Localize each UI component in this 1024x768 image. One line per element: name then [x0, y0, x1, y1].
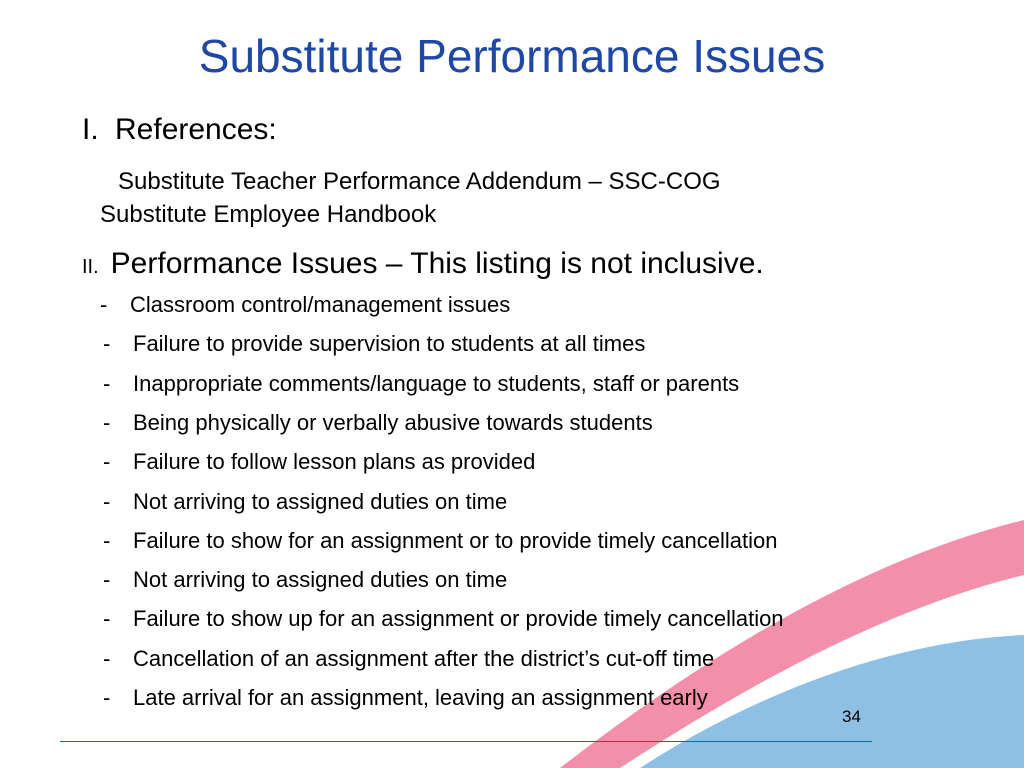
- list-item: [103, 606, 784, 632]
- section-2-title: Performance Issues – This listing is not inclusive.: [110, 247, 764, 280]
- reference-line: Substitute Teacher Performance Addendum – SSC-COG: [118, 168, 721, 195]
- reference-line: Substitute Employee Handbook: [100, 201, 437, 228]
- bullet-dash: -: [100, 292, 108, 317]
- bullet-dash: -: [103, 606, 111, 631]
- list-item: [103, 449, 535, 475]
- list-item-text: Failure to show up for an assignment or provide timely cancellation: [133, 606, 784, 631]
- bullet-dash: -: [103, 489, 111, 514]
- bullet-dash: -: [103, 331, 111, 356]
- list-item-text: Failure to follow lesson plans as provided: [133, 449, 536, 474]
- list-item: [103, 331, 645, 357]
- list-item-text: Failure to show for an assignment or to provide timely cancellation: [133, 528, 778, 553]
- bullet-dash: -: [103, 410, 111, 435]
- list-item: [103, 489, 507, 515]
- list-item: [103, 528, 777, 554]
- list-item-text: Late arrival for an assignment, leaving an assignment early: [133, 685, 708, 710]
- page-number: 34: [842, 707, 861, 726]
- list-item-text: Being physically or verbally abusive towards students: [133, 410, 653, 435]
- section-1-title: References:: [115, 113, 277, 146]
- section-1-heading: [82, 112, 277, 148]
- bullet-dash: -: [103, 646, 111, 671]
- bullet-dash: -: [103, 449, 111, 474]
- list-item-text: Failure to provide supervision to students at all times: [133, 331, 646, 356]
- list-item: [103, 685, 708, 711]
- list-item-text: Cancellation of an assignment after the district’s cut-off time: [133, 646, 715, 671]
- list-item-text: Not arriving to assigned duties on time: [133, 567, 508, 592]
- list-item: [103, 371, 739, 397]
- bullet-dash: -: [103, 567, 111, 592]
- section-1-number: I.: [82, 113, 99, 146]
- footer-rule: [60, 741, 872, 742]
- section-2-number: II.: [82, 256, 99, 278]
- slide-title: Substitute Performance Issues: [198, 30, 826, 82]
- section-2-heading: [82, 244, 764, 289]
- list-item-text: Inappropriate comments/language to students, staff or parents: [133, 371, 740, 396]
- list-item: [103, 646, 714, 672]
- list-item: [103, 567, 507, 593]
- list-item: [100, 292, 510, 318]
- list-item-text: Classroom control/management issues: [130, 292, 511, 317]
- bullet-dash: -: [103, 528, 111, 553]
- list-item-text: Not arriving to assigned duties on time: [133, 489, 508, 514]
- bullet-dash: -: [103, 371, 111, 396]
- list-item: [103, 410, 653, 436]
- bullet-dash: -: [103, 685, 111, 710]
